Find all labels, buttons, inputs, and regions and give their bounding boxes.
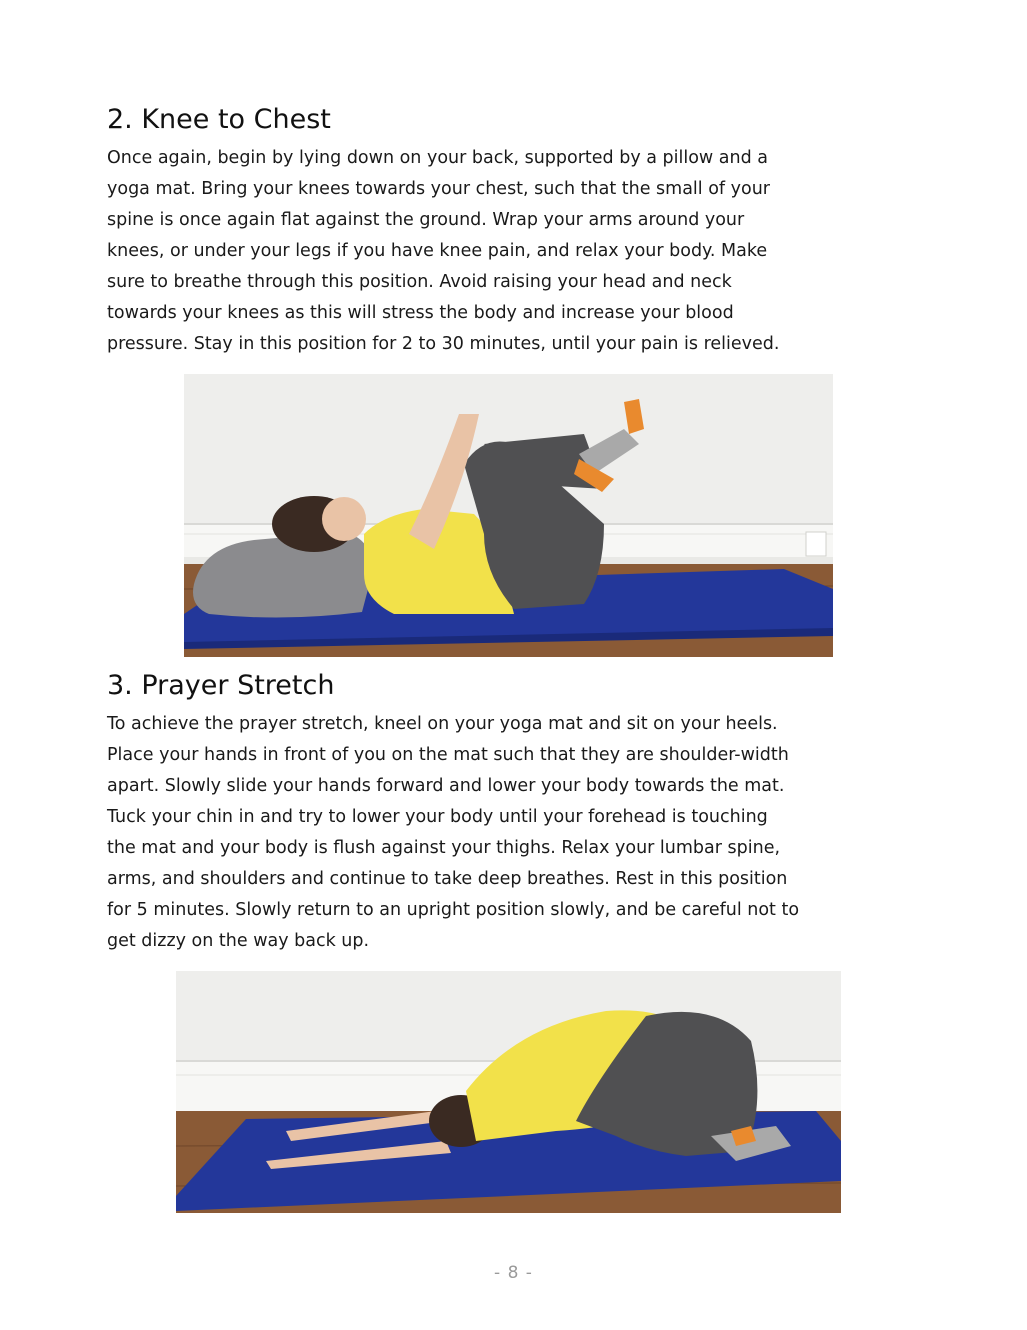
body-line: Tuck your chin in and try to lower your body until your forehead is touching <box>107 807 768 827</box>
section-heading-prayer-stretch: 3. Prayer Stretch <box>107 670 335 701</box>
body-line: Place your hands in front of you on the mat such that they are shoulder-width <box>107 745 789 765</box>
body-line: the mat and your body is flush against your thighs. Relax your lumbar spine, <box>107 838 781 858</box>
section-body-prayer-stretch <box>107 709 937 957</box>
body-line: knees, or under your legs if you have knee pain, and relax your body. Make <box>107 241 768 261</box>
body-line: To achieve the prayer stretch, kneel on your yoga mat and sit on your heels. <box>107 714 778 734</box>
body-line: get dizzy on the way back up. <box>107 931 370 951</box>
body-line: for 5 minutes. Slowly return to an upright position slowly, and be careful not to <box>107 900 800 920</box>
body-line: yoga mat. Bring your knees towards your chest, such that the small of your <box>107 179 770 199</box>
wall-outlet <box>806 532 826 556</box>
knee-to-chest-photo <box>184 374 833 657</box>
page-number: - 8 - <box>494 1263 533 1283</box>
body-line: towards your knees as this will stress the body and increase your blood <box>107 303 734 323</box>
face <box>322 497 366 541</box>
body-line: pressure. Stay in this position for 2 to 30 minutes, until your pain is relieved. <box>107 334 780 354</box>
prayer-stretch-photo <box>176 971 841 1213</box>
body-line: arms, and shoulders and continue to take deep breathes. Rest in this position <box>107 869 788 889</box>
body-line: apart. Slowly slide your hands forward and lower your body towards the mat. <box>107 776 785 796</box>
body-line: sure to breathe through this position. Avoid raising your head and neck <box>107 272 732 292</box>
body-line: Once again, begin by lying down on your back, supported by a pillow and a <box>107 148 769 168</box>
section-heading-knee-to-chest: 2. Knee to Chest <box>107 104 331 135</box>
body-line: spine is once again flat against the ground. Wrap your arms around your <box>107 210 745 230</box>
section-body-knee-to-chest <box>107 143 937 360</box>
